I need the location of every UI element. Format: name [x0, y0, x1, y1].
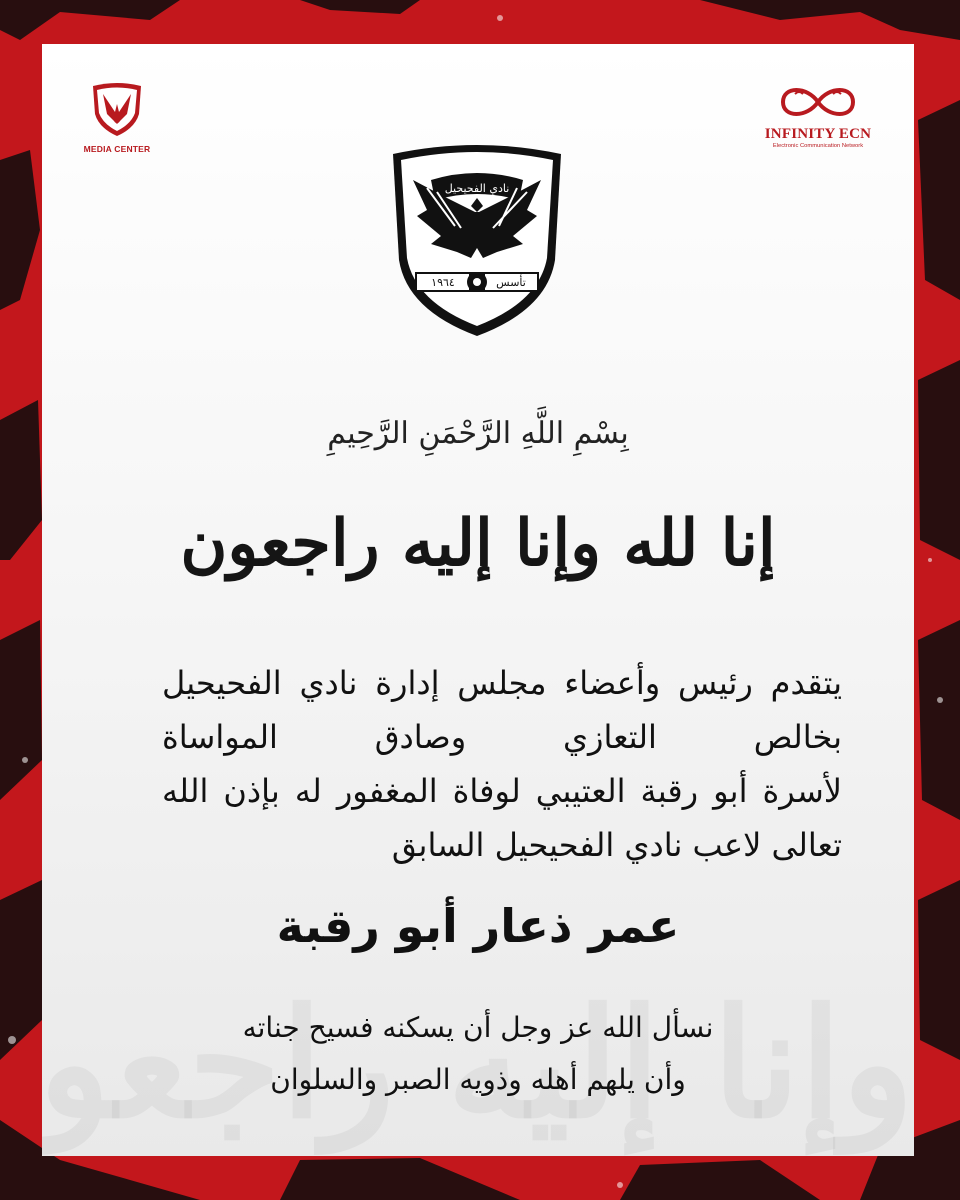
message-line: لأسرة أبو رقبة العتيبي لوفاة المغفور له بإذن الله: [162, 772, 842, 810]
ecn-tagline: Electronic Communication Network: [772, 143, 864, 149]
infinity-ecn-logo: [758, 80, 878, 149]
svg-text:تأسس: تأسس: [496, 276, 526, 289]
condolence-message: [162, 656, 842, 872]
prayer-line: نسأل الله عز وجل أن يسكنه فسيح جناته: [242, 1011, 714, 1044]
club-badge-logo: [82, 80, 152, 154]
eagle-shield-crest-icon: [387, 140, 567, 340]
message-line: بخالص التعازي وصادق المواساة: [162, 718, 842, 756]
basmala: بِسْمِ اللَّهِ الرَّحْمَنِ الرَّحِيمِ: [327, 416, 629, 451]
svg-text:١٩٦٤: ١٩٦٤: [431, 276, 455, 289]
istirja-calligraphy: إنا لله وإنا إليه راجعون: [180, 506, 776, 581]
media-center-label: MEDIA CENTER: [83, 144, 151, 154]
club-crest: [387, 140, 567, 360]
deceased-name: عمر ذعار أبو رقبة: [276, 899, 680, 953]
condolence-card: [42, 44, 914, 1156]
fahaheel-club-shield-icon: [87, 80, 147, 138]
message-line: تعالى لاعب نادي الفحيحيل السابق: [391, 826, 842, 864]
message-line: يتقدم رئيس وأعضاء مجلس إدارة نادي الفحيحيل: [162, 664, 842, 702]
prayer-line: وأن يلهم أهله وذويه الصبر والسلوان: [270, 1063, 686, 1096]
svg-text:نادي الفحيحيل: نادي الفحيحيل: [444, 182, 510, 195]
prayer-text: [42, 1002, 914, 1106]
infinity-ecn-icon: [773, 80, 863, 124]
ecn-name: INFINITY ECN: [764, 126, 872, 142]
